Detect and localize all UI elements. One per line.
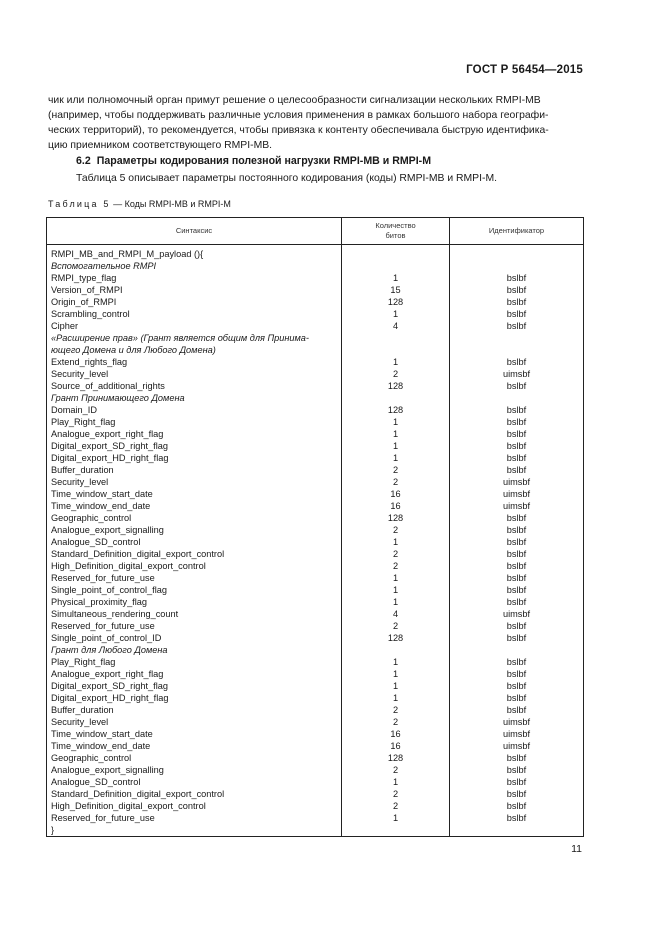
bits-cell: 1 [342,440,450,452]
syntax-cell: Simultaneous_rendering_count [47,608,342,620]
syntax-cell: «Расширение прав» (Грант является общим для Принима- [47,332,342,344]
bits-cell: 16 [342,500,450,512]
bits-cell: 1 [342,356,450,368]
syntax-cell: Origin_of_RMPI [47,296,342,308]
bits-cell: 1 [342,572,450,584]
identifier-cell: bslbf [450,320,584,332]
identifier-cell: bslbf [450,800,584,812]
identifier-cell: bslbf [450,656,584,668]
table-row [47,728,584,740]
bits-cell: 1 [342,776,450,788]
table-row [47,380,584,392]
bits-cell [342,248,450,260]
table-body [47,245,584,837]
bits-cell: 128 [342,296,450,308]
identifier-cell: bslbf [450,464,584,476]
bits-cell: 1 [342,272,450,284]
table-row [47,752,584,764]
identifier-cell: uimsbf [450,740,584,752]
syntax-cell: Analogue_SD_control [47,776,342,788]
bits-cell: 2 [342,716,450,728]
paragraph-line: чик или полномочный орган примут решение о целесообразности сигнализации нескольких RMPI-MB [48,95,541,106]
table-row [47,260,584,272]
identifier-cell: bslbf [450,560,584,572]
bits-cell: 16 [342,488,450,500]
identifier-cell: bslbf [450,548,584,560]
syntax-cell: Analogue_export_right_flag [47,668,342,680]
table-row [47,332,584,344]
table-row [47,668,584,680]
identifier-cell: uimsbf [450,608,584,620]
bits-cell: 1 [342,692,450,704]
bits-cell: 2 [342,704,450,716]
identifier-cell: bslbf [450,764,584,776]
table-row [47,608,584,620]
table-row [47,356,584,368]
syntax-cell: Reserved_for_future_use [47,620,342,632]
table-row [47,284,584,296]
identifier-cell: bslbf [450,752,584,764]
bits-cell: 4 [342,320,450,332]
table-row [47,824,584,837]
identifier-cell: bslbf [450,596,584,608]
syntax-cell: Digital_export_SD_right_flag [47,440,342,452]
identifier-cell: bslbf [450,620,584,632]
table-row [47,428,584,440]
bits-cell: 2 [342,464,450,476]
identifier-cell: bslbf [450,284,584,296]
syntax-cell: High_Definition_digital_export_control [47,560,342,572]
table-row [47,344,584,356]
syntax-cell: Digital_export_SD_right_flag [47,680,342,692]
syntax-cell: Time_window_start_date [47,488,342,500]
identifier-cell: bslbf [450,356,584,368]
table-row [47,776,584,788]
bits-cell [342,344,450,356]
identifier-cell: bslbf [450,584,584,596]
identifier-cell: bslbf [450,524,584,536]
identifier-cell: uimsbf [450,728,584,740]
identifier-cell: bslbf [450,692,584,704]
paragraph-line: ческих территорий), то рекомендуется, чтобы привязка к контенту обеспечивала быструю идентифика- [48,125,549,136]
syntax-cell: Грант Принимающего Домена [47,392,342,404]
bits-cell [342,332,450,344]
identifier-cell: uimsbf [450,488,584,500]
syntax-cell: Analogue_export_signalling [47,764,342,776]
syntax-cell: RMPI_MB_and_RMPI_M_payload (){ [47,248,342,260]
identifier-cell [450,824,584,837]
table-row [47,296,584,308]
table-row [47,560,584,572]
table-row [47,704,584,716]
syntax-cell: Time_window_end_date [47,500,342,512]
identifier-cell [450,332,584,344]
syntax-cell: Вспомогательное RMPI [47,260,342,272]
syntax-cell: Play_Right_flag [47,416,342,428]
identifier-cell: bslbf [450,380,584,392]
bits-cell: 15 [342,284,450,296]
bits-cell: 2 [342,368,450,380]
identifier-cell: bslbf [450,536,584,548]
syntax-cell: ющего Домена и для Любого Домена) [47,344,342,356]
identifier-cell: uimsbf [450,500,584,512]
syntax-cell: Грант для Любого Домена [47,644,342,656]
identifier-cell: bslbf [450,452,584,464]
table-row [47,812,584,824]
identifier-cell: bslbf [450,440,584,452]
table-row [47,584,584,596]
syntax-cell: Geographic_control [47,752,342,764]
identifier-cell: bslbf [450,704,584,716]
bits-cell: 128 [342,380,450,392]
identifier-cell [450,260,584,272]
table-row [47,632,584,644]
table-row [47,644,584,656]
table-row [47,320,584,332]
syntax-cell: Single_point_of_control_flag [47,584,342,596]
syntax-cell: High_Definition_digital_export_control [47,800,342,812]
identifier-cell: bslbf [450,416,584,428]
bits-cell: 2 [342,788,450,800]
bits-cell: 1 [342,308,450,320]
bits-cell: 1 [342,536,450,548]
table-row [47,248,584,260]
bits-cell: 128 [342,632,450,644]
section-number: 6.2 [76,155,91,167]
table-row [47,272,584,284]
table-row [47,764,584,776]
syntax-cell: Digital_export_HD_right_flag [47,452,342,464]
bits-cell: 4 [342,608,450,620]
syntax-cell: Analogue_export_right_flag [47,428,342,440]
syntax-cell: Analogue_export_signalling [47,524,342,536]
identifier-cell [450,644,584,656]
bits-cell: 2 [342,764,450,776]
body-paragraph [48,93,586,153]
identifier-cell: bslbf [450,428,584,440]
bits-cell: 16 [342,740,450,752]
syntax-cell: Buffer_duration [47,704,342,716]
table-row [47,392,584,404]
bits-cell: 1 [342,656,450,668]
syntax-cell: Single_point_of_control_ID [47,632,342,644]
syntax-cell: Standard_Definition_digital_export_control [47,548,342,560]
table-row [47,548,584,560]
codes-table [46,217,584,837]
syntax-cell: Reserved_for_future_use [47,572,342,584]
identifier-cell: bslbf [450,296,584,308]
bits-cell: 1 [342,668,450,680]
bits-cell: 1 [342,596,450,608]
syntax-cell: Version_of_RMPI [47,284,342,296]
paragraph-line: цию приемником соответствующего RMPI-MB. [48,140,273,151]
syntax-cell: Security_level [47,716,342,728]
identifier-cell: bslbf [450,272,584,284]
identifier-cell: bslbf [450,812,584,824]
table-row [47,680,584,692]
syntax-cell: Time_window_start_date [47,728,342,740]
intro-text: Таблица 5 описывает параметры постоянного кодирования (коды) RMPI-MB и RMPI-M. [76,173,497,184]
bits-cell: 1 [342,452,450,464]
syntax-cell: Digital_export_HD_right_flag [47,692,342,704]
syntax-cell: Standard_Definition_digital_export_control [47,788,342,800]
identifier-cell [450,248,584,260]
bits-cell [342,260,450,272]
identifier-cell: bslbf [450,668,584,680]
table-row [47,656,584,668]
identifier-cell: bslbf [450,512,584,524]
syntax-cell: Security_level [47,368,342,380]
table-row [47,512,584,524]
table-row [47,572,584,584]
table-row [47,404,584,416]
table-row [47,620,584,632]
identifier-cell: uimsbf [450,716,584,728]
syntax-cell: Reserved_for_future_use [47,812,342,824]
bits-cell: 2 [342,524,450,536]
table-caption [48,199,231,209]
syntax-cell: RMPI_type_flag [47,272,342,284]
bits-cell: 1 [342,416,450,428]
syntax-cell: Cipher [47,320,342,332]
bits-cell: 1 [342,680,450,692]
table-row [47,500,584,512]
table-row [47,452,584,464]
syntax-cell: Security_level [47,476,342,488]
identifier-cell: uimsbf [450,476,584,488]
header-syntax: Синтаксис [47,218,342,245]
identifier-cell [450,344,584,356]
bits-cell [342,824,450,837]
bits-cell [342,644,450,656]
bits-cell: 2 [342,800,450,812]
table-caption-text: — Коды RMPI-MB и RMPI-M [113,199,231,209]
syntax-cell: Physical_proximity_flag [47,596,342,608]
bits-cell: 128 [342,752,450,764]
syntax-cell: Domain_ID [47,404,342,416]
document-code: ГОСТ Р 56454—2015 [466,64,583,76]
page-number: 11 [571,843,582,855]
header-bit-count: Количество битов [342,218,450,245]
table-row [47,596,584,608]
bits-cell: 2 [342,560,450,572]
bits-cell: 16 [342,728,450,740]
table-row [47,740,584,752]
table-header-row [47,218,584,245]
header-identifier: Идентификатор [450,218,584,245]
table-row [47,440,584,452]
table-caption-label: Таблица 5 [48,199,111,209]
table-row [47,800,584,812]
table-row [47,524,584,536]
identifier-cell: bslbf [450,680,584,692]
bits-cell: 128 [342,404,450,416]
syntax-cell: Scrambling_control [47,308,342,320]
identifier-cell: bslbf [450,776,584,788]
table-row [47,488,584,500]
bits-cell: 128 [342,512,450,524]
bits-cell [342,392,450,404]
identifier-cell: bslbf [450,308,584,320]
table-row [47,536,584,548]
table-row [47,692,584,704]
syntax-cell: Time_window_end_date [47,740,342,752]
bits-cell: 2 [342,548,450,560]
table-row [47,716,584,728]
identifier-cell: uimsbf [450,368,584,380]
table-row [47,464,584,476]
syntax-cell: Geographic_control [47,512,342,524]
bits-cell: 2 [342,620,450,632]
section-title: Параметры кодирования полезной нагрузки RMPI-MB и RMPI-M [96,155,432,167]
table-row [47,788,584,800]
bits-cell: 1 [342,812,450,824]
syntax-cell: Play_Right_flag [47,656,342,668]
identifier-cell: bslbf [450,572,584,584]
syntax-cell: Buffer_duration [47,464,342,476]
identifier-cell [450,392,584,404]
paragraph-line: (например, чтобы поддерживать различные условия применения в рамках большого набора географи- [48,110,549,121]
bits-cell: 1 [342,584,450,596]
bits-cell: 1 [342,428,450,440]
syntax-cell: Analogue_SD_control [47,536,342,548]
table-row [47,368,584,380]
table-row [47,308,584,320]
syntax-cell: Extend_rights_flag [47,356,342,368]
syntax-cell: } [47,824,342,837]
identifier-cell: bslbf [450,788,584,800]
bits-cell: 2 [342,476,450,488]
identifier-cell: bslbf [450,404,584,416]
table-row [47,476,584,488]
table-row [47,416,584,428]
section-heading [76,155,431,167]
identifier-cell: bslbf [450,632,584,644]
syntax-cell: Source_of_additional_rights [47,380,342,392]
